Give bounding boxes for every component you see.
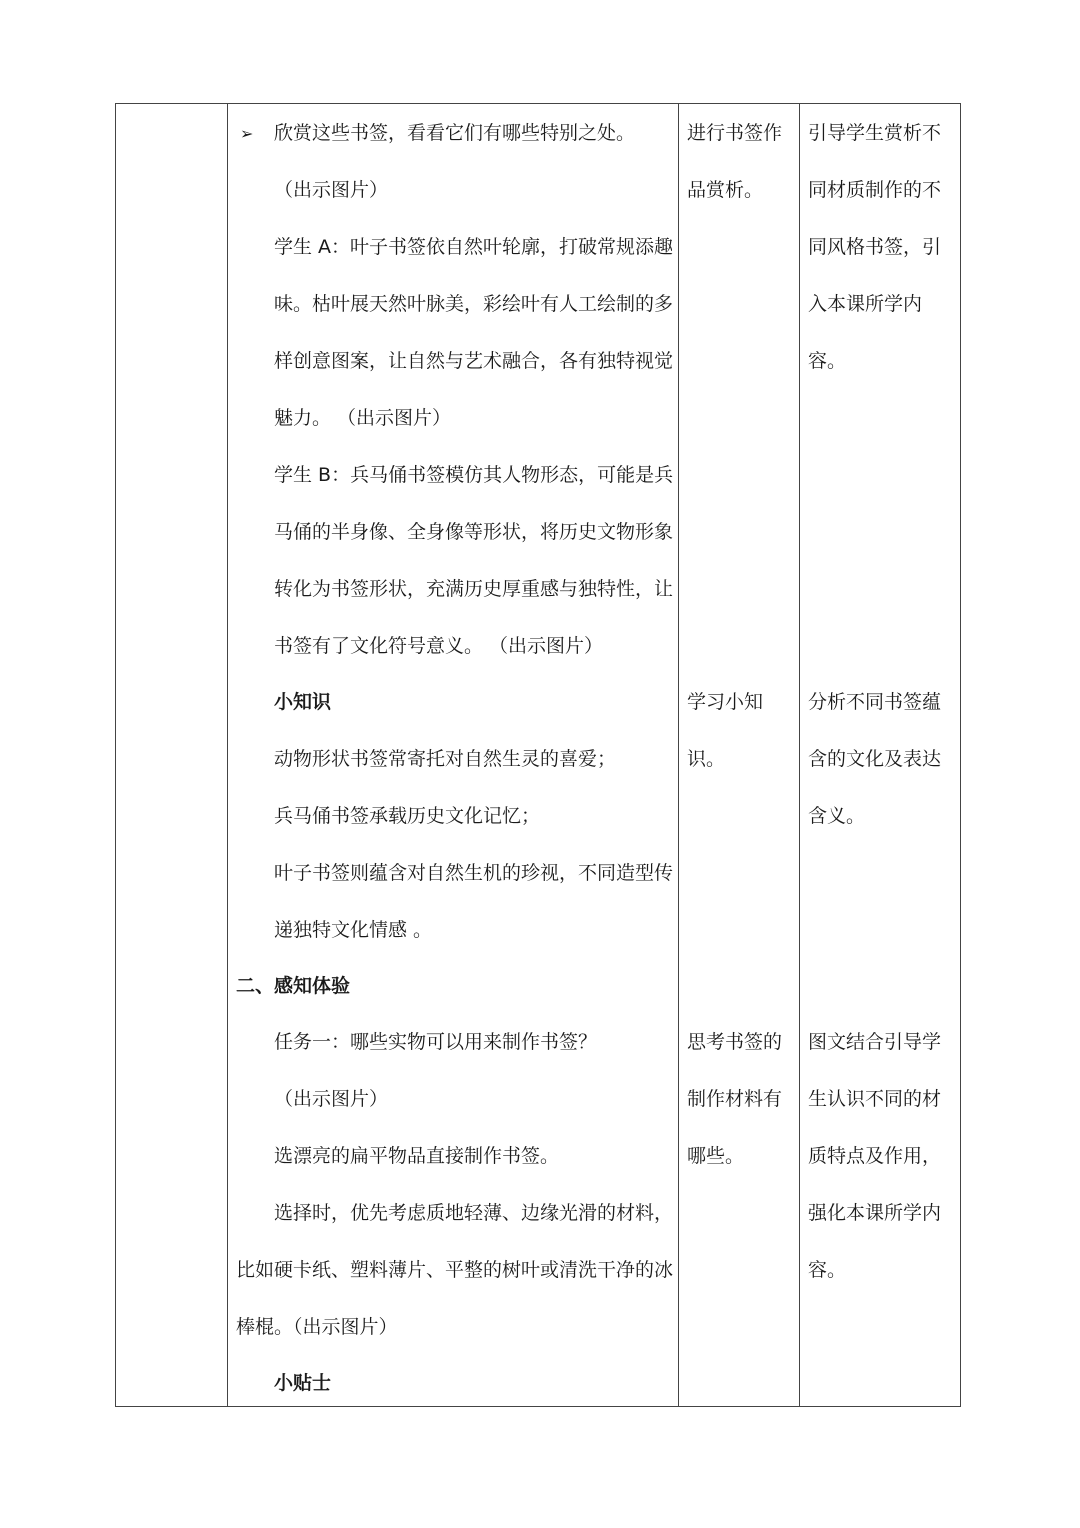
intent-line: 图文结合引导学 — [808, 1031, 942, 1053]
intent-line: 同风格书签，引 — [808, 236, 942, 258]
activity-line: 进行书签作 — [687, 122, 783, 144]
content-line: 马俑的半身像、全身像等形状，将历史文物形象 — [274, 521, 674, 543]
intent-line: 生认识不同的材 — [808, 1088, 942, 1110]
section-heading-knowledge: 小知识 — [274, 691, 332, 713]
activity-line: 制作材料有 — [687, 1088, 783, 1110]
content-line: （出示图片） — [274, 1088, 389, 1110]
section-heading-tips: 小贴士 — [274, 1372, 332, 1394]
content-line: 学生 B：兵马俑书签模仿其人物形态，可能是兵 — [274, 464, 674, 486]
content-line: 选择时，优先考虑质地轻薄、边缘光滑的材料， — [274, 1202, 674, 1224]
intent-line: 含的文化及表达 — [808, 748, 942, 770]
activity-line: 识。 — [687, 748, 726, 770]
design-intent-block — [808, 1014, 941, 1299]
content-line: 欣赏这些书签，看看它们有哪些特别之处。 — [274, 122, 636, 144]
column-divider — [227, 104, 228, 1406]
bullet-arrow-icon: ➢ — [240, 124, 254, 143]
intent-line: 引导学生赏析不 — [808, 122, 942, 144]
intent-line: 入本课所学内 — [808, 293, 923, 315]
content-line: 叶子书签则蕴含对自然生机的珍视，不同造型传 — [274, 862, 674, 884]
content-line: 兵马俑书签承载历史文化记忆； — [274, 805, 541, 827]
content-line: 样创意图案，让自然与艺术融合，各有独特视觉 — [274, 350, 674, 372]
content-line: （出示图片） — [274, 179, 389, 201]
intent-line: 分析不同书签蕴 — [808, 691, 942, 713]
column-divider — [678, 104, 679, 1406]
content-line: 递独特文化情感 。 — [274, 919, 433, 941]
content-line: 魅力。 （出示图片） — [274, 407, 452, 429]
content-line: 转化为书签形状，充满历史厚重感与独特性，让 — [274, 578, 674, 600]
intent-line: 强化本课所学内 — [808, 1202, 942, 1224]
intent-line: 质特点及作用， — [808, 1145, 942, 1167]
activity-line: 学习小知 — [687, 691, 764, 713]
intent-line: 容。 — [808, 1259, 847, 1281]
intent-line: 同材质制作的不 — [808, 179, 942, 201]
content-line: 选漂亮的扁平物品直接制作书签。 — [274, 1145, 560, 1167]
content-line: 任务一：哪些实物可以用来制作书签？ — [274, 1031, 598, 1053]
intent-line: 含义。 — [808, 805, 866, 827]
design-intent-block — [808, 105, 941, 390]
design-intent-block — [808, 674, 941, 845]
activity-line: 哪些。 — [687, 1145, 745, 1167]
content-line: 味。枯叶展天然叶脉美，彩绘叶有人工绘制的多 — [274, 293, 674, 315]
student-activity-block — [687, 1014, 782, 1185]
content-line: 书签有了文化符号意义。 （出示图片） — [274, 635, 604, 657]
content-line: 学生 A：叶子书签依自然叶轮廓，打破常规添趣 — [274, 236, 674, 258]
content-line: 棒棍。（出示图片） — [236, 1316, 398, 1338]
activity-line: 思考书签的 — [687, 1031, 783, 1053]
column-divider — [799, 104, 800, 1406]
content-line: 动物形状书签常寄托对自然生灵的喜爱； — [274, 748, 617, 770]
section-heading-experience: 二、感知体验 — [236, 975, 351, 997]
activity-line: 品赏析。 — [687, 179, 764, 201]
student-activity-block — [687, 105, 782, 219]
content-line: 比如硬卡纸、塑料薄片、平整的树叶或清洗干净的冰 — [236, 1259, 674, 1281]
student-activity-block — [687, 674, 763, 788]
intent-line: 容。 — [808, 350, 847, 372]
